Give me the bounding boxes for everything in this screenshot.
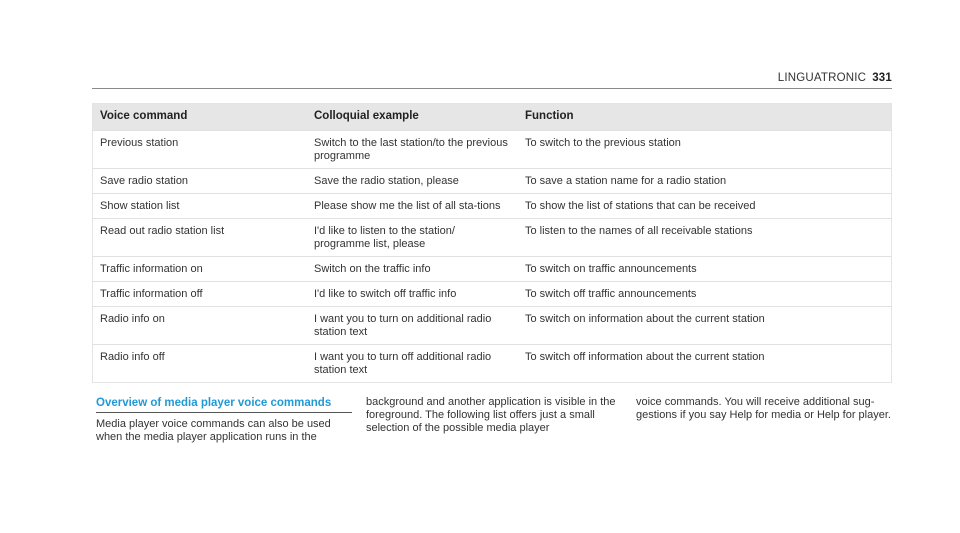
section-heading-underline xyxy=(96,412,352,413)
cell-colloquial-example: I want you to turn off additional radio station text xyxy=(307,345,518,383)
table-row xyxy=(93,219,892,257)
cell-voice-command: Traffic information off xyxy=(93,282,308,307)
column-header-function: Function xyxy=(518,104,892,131)
page-number: 331 xyxy=(872,72,892,84)
cell-voice-command: Show station list xyxy=(93,194,308,219)
cell-voice-command: Save radio station xyxy=(93,169,308,194)
cell-function: To switch on traffic announcements xyxy=(518,257,892,282)
column-header-voice-command: Voice command xyxy=(93,104,308,131)
cell-function: To switch on information about the current station xyxy=(518,307,892,345)
cell-voice-command: Traffic information on xyxy=(93,257,308,282)
table-row xyxy=(93,257,892,282)
cell-function: To switch to the previous station xyxy=(518,131,892,169)
table-row xyxy=(93,131,892,169)
table-row xyxy=(93,307,892,345)
cell-function: To switch off information about the current station xyxy=(518,345,892,383)
header-divider xyxy=(92,88,892,89)
cell-colloquial-example: Please show me the list of all sta-tions xyxy=(307,194,518,219)
cell-function: To switch off traffic announcements xyxy=(518,282,892,307)
cell-voice-command: Radio info on xyxy=(93,307,308,345)
cell-function: To listen to the names of all receivable stations xyxy=(518,219,892,257)
cell-colloquial-example: Switch on the traffic info xyxy=(307,257,518,282)
table-row xyxy=(93,345,892,383)
cell-voice-command: Radio info off xyxy=(93,345,308,383)
section-heading: Overview of media player voice commands xyxy=(96,397,332,409)
table-row xyxy=(93,194,892,219)
cell-voice-command: Previous station xyxy=(93,131,308,169)
cell-colloquial-example: I want you to turn on additional radio station text xyxy=(307,307,518,345)
cell-function: To save a station name for a radio station xyxy=(518,169,892,194)
body-text-column-3: voice commands. You will receive additional sug-gestions if you say Help for media or Help for player. xyxy=(636,396,891,421)
column-header-colloquial-example: Colloquial example xyxy=(307,104,518,131)
cell-colloquial-example: Save the radio station, please xyxy=(307,169,518,194)
header-section-name: LINGUATRONIC xyxy=(777,72,867,84)
table-row xyxy=(93,169,892,194)
cell-function: To show the list of stations that can be received xyxy=(518,194,892,219)
table-header-row xyxy=(93,104,892,131)
cell-voice-command: Read out radio station list xyxy=(93,219,308,257)
table-row xyxy=(93,282,892,307)
voice-command-table xyxy=(92,103,892,383)
body-text-column-2: background and another application is visible in the foreground. The following list offers just a small selection of the possible media player xyxy=(366,396,616,434)
body-text-column-1: Media player voice commands can also be used when the media player application runs in the xyxy=(96,418,331,443)
page-header xyxy=(778,72,892,84)
cell-colloquial-example: Switch to the last station/to the previous programme xyxy=(307,131,518,169)
cell-colloquial-example: I'd like to switch off traffic info xyxy=(307,282,518,307)
cell-colloquial-example: I'd like to listen to the station/ programme list, please xyxy=(307,219,518,257)
